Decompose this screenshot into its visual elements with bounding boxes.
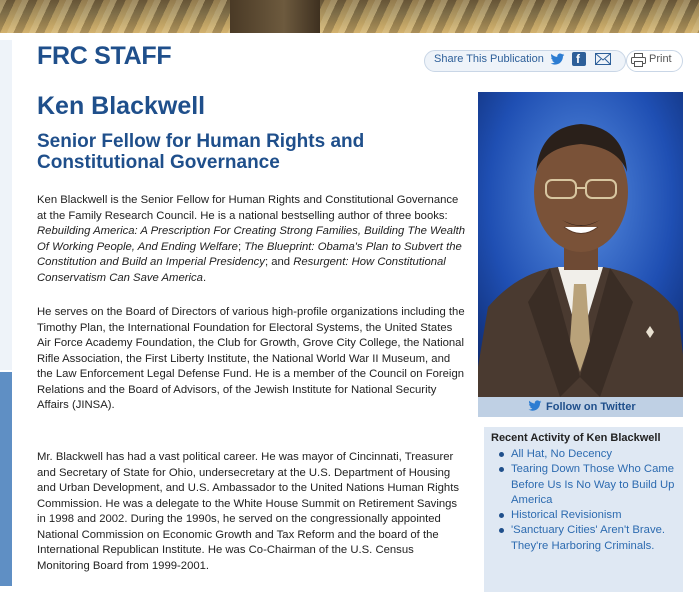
print-icon[interactable]: [631, 53, 646, 67]
mail-icon[interactable]: [595, 53, 611, 65]
bio-intro: Ken Blackwell is the Senior Fellow for Human Rights and Constitutional Governance at the Family Research Council. He is a national bestselling author of three books:: [37, 194, 459, 222]
list-item: [497, 462, 677, 508]
recent-activity-link[interactable]: 'Sanctuary Cities' Aren't Brave. They're Harboring Criminals.: [511, 524, 666, 552]
banner-foliage: [0, 0, 699, 33]
bio-separator-2: ; and: [264, 256, 294, 268]
book-title-1: Rebuilding America: A Prescription For Creating Strong Families, Building The Wealth Of Working People, And Ending Welfare: [37, 225, 466, 253]
share-label: Share This Publication: [434, 53, 544, 65]
header-banner-image: [0, 0, 699, 33]
section-title: FRC STAFF: [37, 42, 172, 70]
left-margin-strip: [0, 40, 12, 370]
follow-twitter-link[interactable]: Follow on Twitter: [546, 401, 636, 413]
book-title-3: Resurgent: How Constitutional Conservatism Can Save America: [37, 256, 446, 284]
facebook-icon[interactable]: f: [572, 52, 586, 66]
recent-activity-title: Recent Activity of Ken Blackwell: [491, 432, 661, 444]
banner-tree-trunk: [230, 0, 320, 33]
bio-paragraph-3: Mr. Blackwell has had a vast political career. He was mayor of Cincinnati, Treasurer and Secretary of State for Ohio, undersecretary at the U.S. Department of Housing and Urban Development, and U.S. Ambassador to the United Nations Human Rights Commission. He was a delegate to the White House Summit on Retirement Savings in 1998 and 2002. During the 1990s, he served on the congressionally appointed National Commission on Economic Growth and Tax Reform and the board of the International Republican Institute. He was Co-Chairman of the U.S. Census Monitoring Board from 1999-2001.: [37, 451, 459, 572]
list-item: [497, 508, 677, 523]
bio-paragraph-1: [37, 193, 467, 286]
list-item: [497, 523, 677, 554]
recent-activity-list: [497, 447, 677, 554]
recent-activity-link[interactable]: Historical Revisionism: [511, 509, 622, 522]
list-item: [497, 447, 677, 462]
book-title-2: The Blueprint: Obama's Plan to Subvert the Constitution and Build an Imperial Presidency: [37, 240, 462, 268]
twitter-icon[interactable]: [550, 53, 565, 66]
left-accent-bar: [0, 372, 12, 586]
twitter-icon[interactable]: [528, 400, 542, 412]
bio-paragraph-2: He serves on the Board of Directors of various high-profile organizations including the Timothy Plan, the International Foundation for Electoral Systems, the United States Air Force Academy Foundation, the Club for Growth, Grove City College, the National Rifle Association, the First Liberty Institute, the National World War II Museum, and the Law Enforcement Legal Defense Fund. He is a member of the Council on Foreign Relations and the Board of Advisors, of the Jewish Institute for National Security Affairs (JINSA).: [37, 306, 465, 411]
bio-end: .: [202, 271, 207, 284]
bio-separator-1: ;: [237, 240, 245, 253]
print-label[interactable]: Print: [649, 53, 672, 65]
profile-photo: [478, 92, 683, 397]
recent-activity-link[interactable]: All Hat, No Decency: [511, 448, 613, 460]
profile-name: Ken Blackwell: [37, 92, 206, 120]
profile-role: Senior Fellow for Human Rights and Constitutional Governance: [37, 131, 365, 173]
recent-activity-link[interactable]: Tearing Down Those Who Came Before Us Is No Way to Build Up America: [511, 463, 675, 506]
